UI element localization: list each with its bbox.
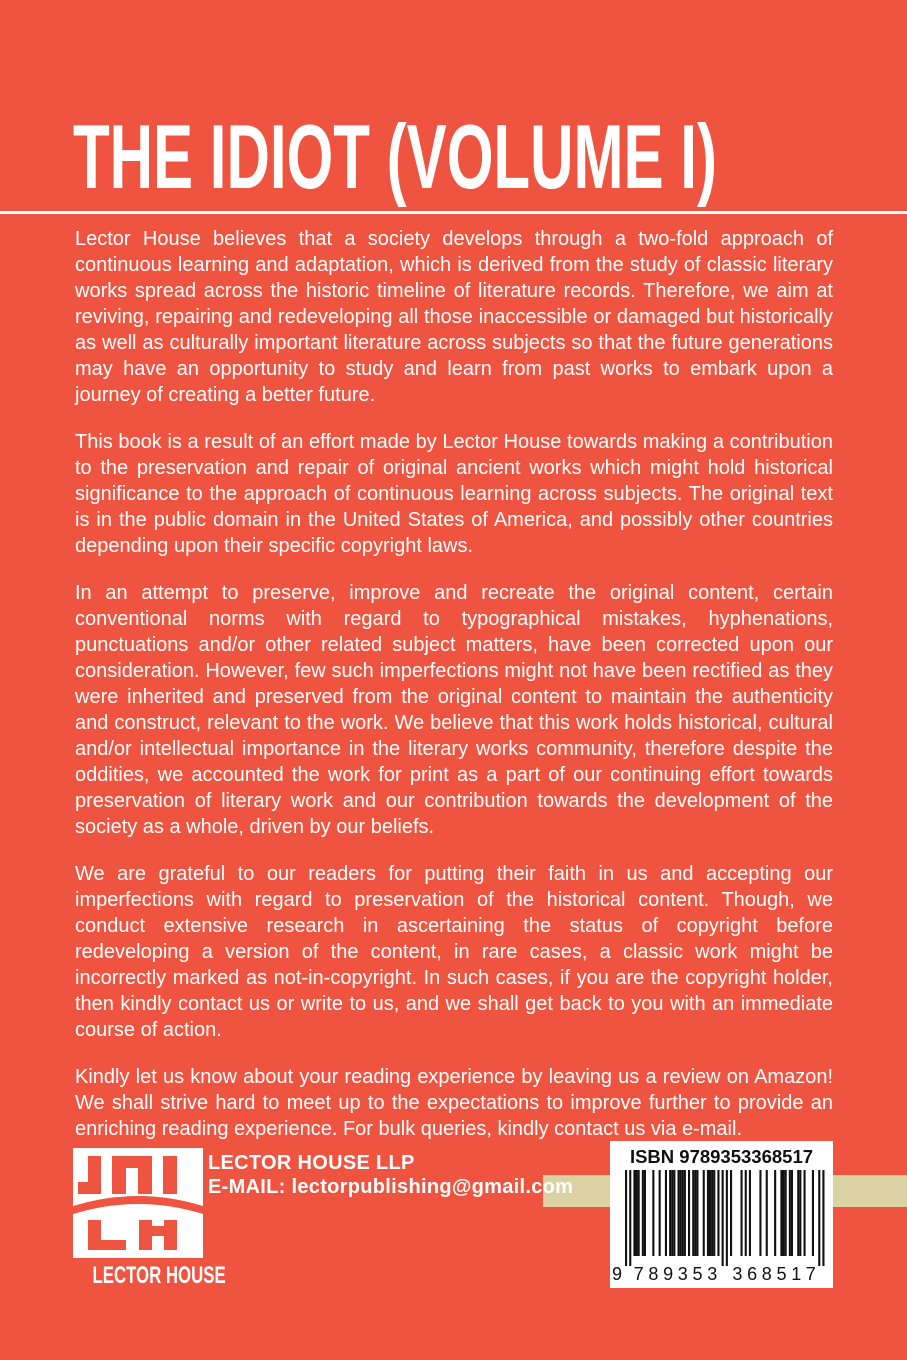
body-paragraph: Kindly let us know about your reading experience by leaving us a review on Amazon! We shall strive hard to meet up to the expectations to improve further to provide an enriching reading experience. For bulk queries, kindly contact us via e-mail. (75, 1066, 833, 1140)
publisher-email: E-MAIL: lectorpublishing@gmail.com (208, 1176, 574, 1198)
svg-text:6: 6 (746, 1264, 757, 1284)
svg-text:7: 7 (633, 1264, 644, 1284)
body-paragraph: This book is a result of an effort made by Lector House towards making a contribution to the preservation and repair of original ancient works which might hold historical significance to the approach of continuous learning across subjects. The original text is in the public domain in the United States of America, and possibly other countries depending upon their specific copyright laws. (75, 431, 833, 557)
svg-text:3: 3 (731, 1264, 742, 1284)
svg-text:5: 5 (775, 1264, 787, 1284)
publisher-logo (73, 1148, 226, 1289)
publisher-name: LECTOR HOUSE LLP (208, 1152, 415, 1174)
svg-text:1: 1 (790, 1264, 801, 1284)
isbn-barcode (610, 1141, 833, 1288)
svg-text:9: 9 (662, 1264, 673, 1284)
publisher-logo-caption: LECTOR HOUSE (92, 1262, 226, 1289)
svg-text:3: 3 (706, 1264, 717, 1284)
svg-text:8: 8 (647, 1264, 658, 1284)
title-divider (0, 211, 907, 214)
body-paragraph: Lector House believes that a society develops through a two-fold approach of continuous learning and adaptation, which is derived from the study of classic literary works spread across the historic timeline of literature records. Therefore, we aim at reviving, repairing and redeveloping all those inaccessible or damaged but historically as well as culturally important literature across subjects so that the future generations may have an opportunity to study and learn from past works to embark upon a journey of creating a better future. (75, 228, 833, 406)
svg-text:5: 5 (691, 1264, 703, 1284)
book-title: THE IDIOT (VOLUME I) (73, 107, 717, 208)
body-paragraph: We are grateful to our readers for putting their faith in us and accepting our imperfections with regard to preservation of the historical content. Though, we conduct extensive research in ascertaining the status of copyright before redeveloping a version of the content, in rare cases, a classic work might be incorrectly marked as not-in-copyright. In such cases, if you are the copyright holder, then kindly contact us or write to us, and we shall get back to you with an immediate course of action. (75, 863, 833, 1041)
lh-monogram-icon (73, 1148, 203, 1258)
publisher-info (208, 1151, 573, 1199)
svg-text:3: 3 (677, 1264, 688, 1284)
isbn-label: ISBN 9789353368517 (629, 1146, 814, 1167)
description-text (75, 226, 833, 1163)
svg-text:8: 8 (761, 1264, 772, 1284)
svg-text:7: 7 (805, 1264, 816, 1284)
body-paragraph: In an attempt to preserve, improve and recreate the original content, certain conventional norms with regard to typographical mistakes, hyphenations, punctuations and/or other related subject matters, have been corrected upon our consideration. However, few such imperfections might not have been rectified as they were inherited and preserved from the original content to maintain the authenticity and construct, relevant to the work. We believe that this work holds historical, cultural and/or intellectual importance in the literary works community, therefore despite the oddities, we accounted the work for print as a part of our continuing effort towards preservation of literary work and our contribution towards the development of the society as a whole, driven by our beliefs. (75, 582, 833, 838)
ean13-barcode-icon (611, 1170, 833, 1284)
svg-text:9: 9 (611, 1264, 622, 1284)
